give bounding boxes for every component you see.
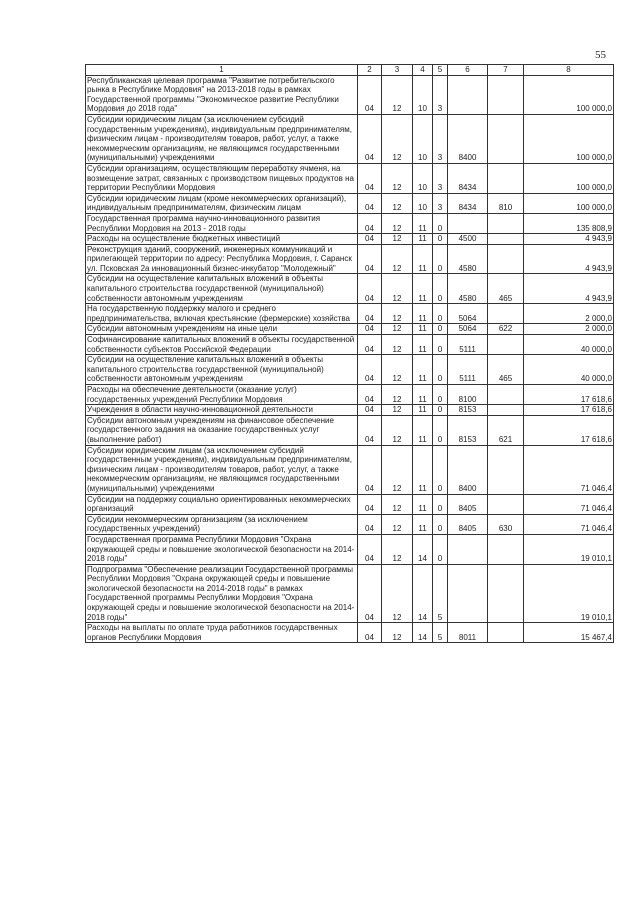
table-row xyxy=(86,415,614,445)
subsection-code: 12 xyxy=(382,564,413,623)
target-item-code: 4580 xyxy=(448,274,488,304)
page-number: 55 xyxy=(595,49,606,61)
section-code: 04 xyxy=(358,114,382,163)
expense-type-code xyxy=(488,304,524,324)
row-description: Субсидии некоммерческим организациям (за исключением государственных учреждений) xyxy=(86,514,358,534)
amount-value: 71 046,4 xyxy=(524,514,614,534)
row-description: Расходы на осуществление бюджетных инвестиций xyxy=(86,234,358,245)
column-header: 1 xyxy=(86,65,358,76)
subsection-code: 12 xyxy=(382,385,413,405)
table-row xyxy=(86,193,614,213)
target-item-code: 8011 xyxy=(448,623,488,643)
program-code: 10 xyxy=(413,114,433,163)
expense-type-code xyxy=(488,385,524,405)
row-description: Реконструкция зданий, сооружений, инженерных коммуникаций и прилегающей территории по адресу: Республика Мордовия, г. Саранск ул. Псковская 2а инновационный бизнес-инкубатор "Молодежный" xyxy=(86,244,358,274)
amount-value: 100 000,0 xyxy=(524,75,614,114)
program-code: 11 xyxy=(413,494,433,514)
expense-type-code: 630 xyxy=(488,514,524,534)
expense-type-code: 465 xyxy=(488,274,524,304)
section-code: 04 xyxy=(358,514,382,534)
section-code: 04 xyxy=(358,193,382,213)
program-code: 11 xyxy=(413,244,433,274)
subsection-code: 12 xyxy=(382,193,413,213)
expense-type-code xyxy=(488,163,524,193)
subsection-code: 12 xyxy=(382,114,413,163)
row-description: Подпрограмма "Обеспечение реализации Государственной программы Республики Мордовия "Охрана окружающей среды и повышение экологической безопасности на 2014-2018 годы" в рамках Государственной программы Республики Мордовия "Охрана окружающей среды и повышение экологической безопасности на 2014-2018 годы" xyxy=(86,564,358,623)
subprogram-code: 0 xyxy=(433,335,448,355)
row-description: Расходы на выплаты по оплате труда работников государственных органов Республики Мордовия xyxy=(86,623,358,643)
program-code: 11 xyxy=(413,405,433,416)
row-description: Субсидии юридическим лицам (кроме некоммерческих организаций), индивидуальным предпринимателям, физическим лицам xyxy=(86,193,358,213)
subprogram-code: 0 xyxy=(433,274,448,304)
subprogram-code: 0 xyxy=(433,385,448,405)
column-header: 8 xyxy=(524,65,614,76)
program-code: 10 xyxy=(413,75,433,114)
subprogram-code: 0 xyxy=(433,304,448,324)
subsection-code: 12 xyxy=(382,355,413,385)
row-description: Субсидии организациям, осуществляющим переработку ячменя, на возмещение затрат, связанных с производством пищевых продуктов на территории Республики Мордовия xyxy=(86,163,358,193)
subsection-code: 12 xyxy=(382,213,413,233)
expense-type-code: 465 xyxy=(488,355,524,385)
table-row xyxy=(86,304,614,324)
section-code: 04 xyxy=(358,244,382,274)
subprogram-code: 0 xyxy=(433,415,448,445)
expense-type-code: 622 xyxy=(488,324,524,335)
target-item-code xyxy=(448,564,488,623)
table-row xyxy=(86,234,614,245)
amount-value: 19 010,1 xyxy=(524,534,614,564)
subprogram-code: 0 xyxy=(433,324,448,335)
table-row xyxy=(86,244,614,274)
target-item-code: 8405 xyxy=(448,514,488,534)
subprogram-code: 0 xyxy=(433,514,448,534)
row-description: Субсидии юридическим лицам (за исключением субсидий государственным учреждениям), индивидуальным предпринимателям, физическим лицам - производителям товаров, работ, услуг, а также некоммерческим организациям, не являющимся государственными (муниципальными) учреждениями xyxy=(86,445,358,494)
expense-type-code xyxy=(488,213,524,233)
subsection-code: 12 xyxy=(382,335,413,355)
target-item-code: 8153 xyxy=(448,405,488,416)
amount-value: 17 618,6 xyxy=(524,385,614,405)
target-item-code xyxy=(448,534,488,564)
subprogram-code: 5 xyxy=(433,623,448,643)
table-row xyxy=(86,405,614,416)
subprogram-code: 0 xyxy=(433,244,448,274)
program-code: 11 xyxy=(413,385,433,405)
expense-type-code xyxy=(488,114,524,163)
subprogram-code: 0 xyxy=(433,213,448,233)
program-code: 14 xyxy=(413,534,433,564)
column-header: 5 xyxy=(433,65,448,76)
column-header: 6 xyxy=(448,65,488,76)
amount-value: 4 943,9 xyxy=(524,244,614,274)
expense-type-code: 810 xyxy=(488,193,524,213)
table-row xyxy=(86,163,614,193)
amount-value: 17 618,6 xyxy=(524,405,614,416)
row-description: На государственную поддержку малого и среднего предпринимательства, включая крестьянские (фермерские) хозяйства xyxy=(86,304,358,324)
program-code: 11 xyxy=(413,234,433,245)
table-row xyxy=(86,623,614,643)
table-row xyxy=(86,564,614,623)
program-code: 10 xyxy=(413,193,433,213)
section-code: 04 xyxy=(358,324,382,335)
subprogram-code: 3 xyxy=(433,193,448,213)
amount-value: 4 943,9 xyxy=(524,234,614,245)
subsection-code: 12 xyxy=(382,534,413,564)
subsection-code: 12 xyxy=(382,244,413,274)
program-code: 11 xyxy=(413,304,433,324)
subsection-code: 12 xyxy=(382,623,413,643)
section-code: 04 xyxy=(358,304,382,324)
subsection-code: 12 xyxy=(382,324,413,335)
amount-value: 71 046,4 xyxy=(524,494,614,514)
row-description: Учреждения в области научно-инновационной деятельности xyxy=(86,405,358,416)
amount-value: 100 000,0 xyxy=(524,193,614,213)
target-item-code: 8400 xyxy=(448,114,488,163)
expense-type-code xyxy=(488,623,524,643)
expense-type-code xyxy=(488,244,524,274)
row-description: Софинансирование капитальных вложений в объекты государственной собственности субъектов Российской Федерации xyxy=(86,335,358,355)
program-code: 11 xyxy=(413,415,433,445)
column-header: 3 xyxy=(382,65,413,76)
target-item-code: 5111 xyxy=(448,335,488,355)
target-item-code xyxy=(448,213,488,233)
expense-type-code xyxy=(488,534,524,564)
amount-value: 15 467,4 xyxy=(524,623,614,643)
section-code: 04 xyxy=(358,234,382,245)
column-header: 4 xyxy=(413,65,433,76)
section-code: 04 xyxy=(358,385,382,405)
section-code: 04 xyxy=(358,213,382,233)
target-item-code: 8153 xyxy=(448,415,488,445)
amount-value: 40 000,0 xyxy=(524,335,614,355)
section-code: 04 xyxy=(358,335,382,355)
table-row xyxy=(86,355,614,385)
amount-value: 71 046,4 xyxy=(524,445,614,494)
subprogram-code: 0 xyxy=(433,534,448,564)
target-item-code: 5064 xyxy=(448,304,488,324)
section-code: 04 xyxy=(358,75,382,114)
target-item-code: 5064 xyxy=(448,324,488,335)
program-code: 11 xyxy=(413,324,433,335)
target-item-code: 4500 xyxy=(448,234,488,245)
program-code: 14 xyxy=(413,623,433,643)
expense-type-code xyxy=(488,445,524,494)
target-item-code: 4580 xyxy=(448,244,488,274)
row-description: Республиканская целевая программа "Развитие потребительского рынка в Республике Мордовия" на 2013-2018 годы в рамках Государственной программы "Экономическое развитие Республики Мордовия до 2018 года" xyxy=(86,75,358,114)
expense-type-code: 621 xyxy=(488,415,524,445)
table-row xyxy=(86,514,614,534)
row-description: Субсидии на поддержку социально ориентированных некоммерческих организаций xyxy=(86,494,358,514)
target-item-code: 5111 xyxy=(448,355,488,385)
subprogram-code: 3 xyxy=(433,114,448,163)
subsection-code: 12 xyxy=(382,405,413,416)
program-code: 14 xyxy=(413,564,433,623)
subsection-code: 12 xyxy=(382,514,413,534)
program-code: 11 xyxy=(413,355,433,385)
subprogram-code: 0 xyxy=(433,234,448,245)
program-code: 11 xyxy=(413,445,433,494)
amount-value: 17 618,6 xyxy=(524,415,614,445)
section-code: 04 xyxy=(358,274,382,304)
program-code: 10 xyxy=(413,163,433,193)
row-description: Субсидии автономным учреждениям на финансовое обеспечение государственного задания на оказание государственных услуг (выполнение работ) xyxy=(86,415,358,445)
target-item-code: 8405 xyxy=(448,494,488,514)
section-code: 04 xyxy=(358,355,382,385)
target-item-code: 8100 xyxy=(448,385,488,405)
expense-type-code xyxy=(488,564,524,623)
subprogram-code: 3 xyxy=(433,163,448,193)
amount-value: 100 000,0 xyxy=(524,163,614,193)
table-row xyxy=(86,445,614,494)
table-row xyxy=(86,385,614,405)
expense-type-code xyxy=(488,405,524,416)
subsection-code: 12 xyxy=(382,415,413,445)
row-description: Расходы на обеспечение деятельности (оказание услуг) государственных учреждений Республики Мордовия xyxy=(86,385,358,405)
table-row xyxy=(86,335,614,355)
expense-type-code xyxy=(488,234,524,245)
subprogram-code: 0 xyxy=(433,445,448,494)
row-description: Субсидии юридическим лицам (за исключением субсидий государственным учреждениям), индивидуальным предпринимателям, физическим лицам - производителям товаров, работ, услуг, а также некоммерческим организациям, не являющимся государственными (муниципальными) учреждениями xyxy=(86,114,358,163)
header-row xyxy=(86,65,614,76)
target-item-code: 8434 xyxy=(448,163,488,193)
subsection-code: 12 xyxy=(382,163,413,193)
program-code: 11 xyxy=(413,274,433,304)
budget-table xyxy=(85,64,614,643)
section-code: 04 xyxy=(358,163,382,193)
table-row xyxy=(86,75,614,114)
section-code: 04 xyxy=(358,494,382,514)
row-description: Субсидии на осуществление капитальных вложений в объекты капитального строительства государственной (муниципальной) собственности автономным учреждениям xyxy=(86,274,358,304)
amount-value: 4 943,9 xyxy=(524,274,614,304)
table-row xyxy=(86,274,614,304)
target-item-code: 8400 xyxy=(448,445,488,494)
target-item-code: 8434 xyxy=(448,193,488,213)
section-code: 04 xyxy=(358,623,382,643)
expense-type-code xyxy=(488,335,524,355)
subprogram-code: 0 xyxy=(433,405,448,416)
subprogram-code: 5 xyxy=(433,564,448,623)
amount-value: 135 808,9 xyxy=(524,213,614,233)
row-description: Государственная программа научно-инновационного развития Республики Мордовия на 2013 - 2018 годы xyxy=(86,213,358,233)
amount-value: 2 000,0 xyxy=(524,304,614,324)
table-row xyxy=(86,534,614,564)
program-code: 11 xyxy=(413,335,433,355)
table-row xyxy=(86,494,614,514)
program-code: 11 xyxy=(413,213,433,233)
subsection-code: 12 xyxy=(382,494,413,514)
section-code: 04 xyxy=(358,445,382,494)
table-row xyxy=(86,324,614,335)
amount-value: 100 000,0 xyxy=(524,114,614,163)
section-code: 04 xyxy=(358,415,382,445)
subsection-code: 12 xyxy=(382,304,413,324)
target-item-code xyxy=(448,75,488,114)
subprogram-code: 3 xyxy=(433,75,448,114)
row-description: Субсидии автономным учреждениям на иные цели xyxy=(86,324,358,335)
section-code: 04 xyxy=(358,405,382,416)
subsection-code: 12 xyxy=(382,75,413,114)
expense-type-code xyxy=(488,75,524,114)
row-description: Государственная программа Республики Мордовия "Охрана окружающей среды и повышение экологической безопасности на 2014-2018 годы" xyxy=(86,534,358,564)
row-description: Субсидии на осуществление капитальных вложений в объекты капитального строительства государственной (муниципальной) собственности автономным учреждениям xyxy=(86,355,358,385)
table-row xyxy=(86,213,614,233)
column-header: 7 xyxy=(488,65,524,76)
amount-value: 40 000,0 xyxy=(524,355,614,385)
expense-type-code xyxy=(488,494,524,514)
subprogram-code: 0 xyxy=(433,494,448,514)
subprogram-code: 0 xyxy=(433,355,448,385)
amount-value: 2 000,0 xyxy=(524,324,614,335)
amount-value: 19 010,1 xyxy=(524,564,614,623)
subsection-code: 12 xyxy=(382,445,413,494)
table-row xyxy=(86,114,614,163)
program-code: 11 xyxy=(413,514,433,534)
subsection-code: 12 xyxy=(382,274,413,304)
section-code: 04 xyxy=(358,534,382,564)
subsection-code: 12 xyxy=(382,234,413,245)
column-header: 2 xyxy=(358,65,382,76)
section-code: 04 xyxy=(358,564,382,623)
